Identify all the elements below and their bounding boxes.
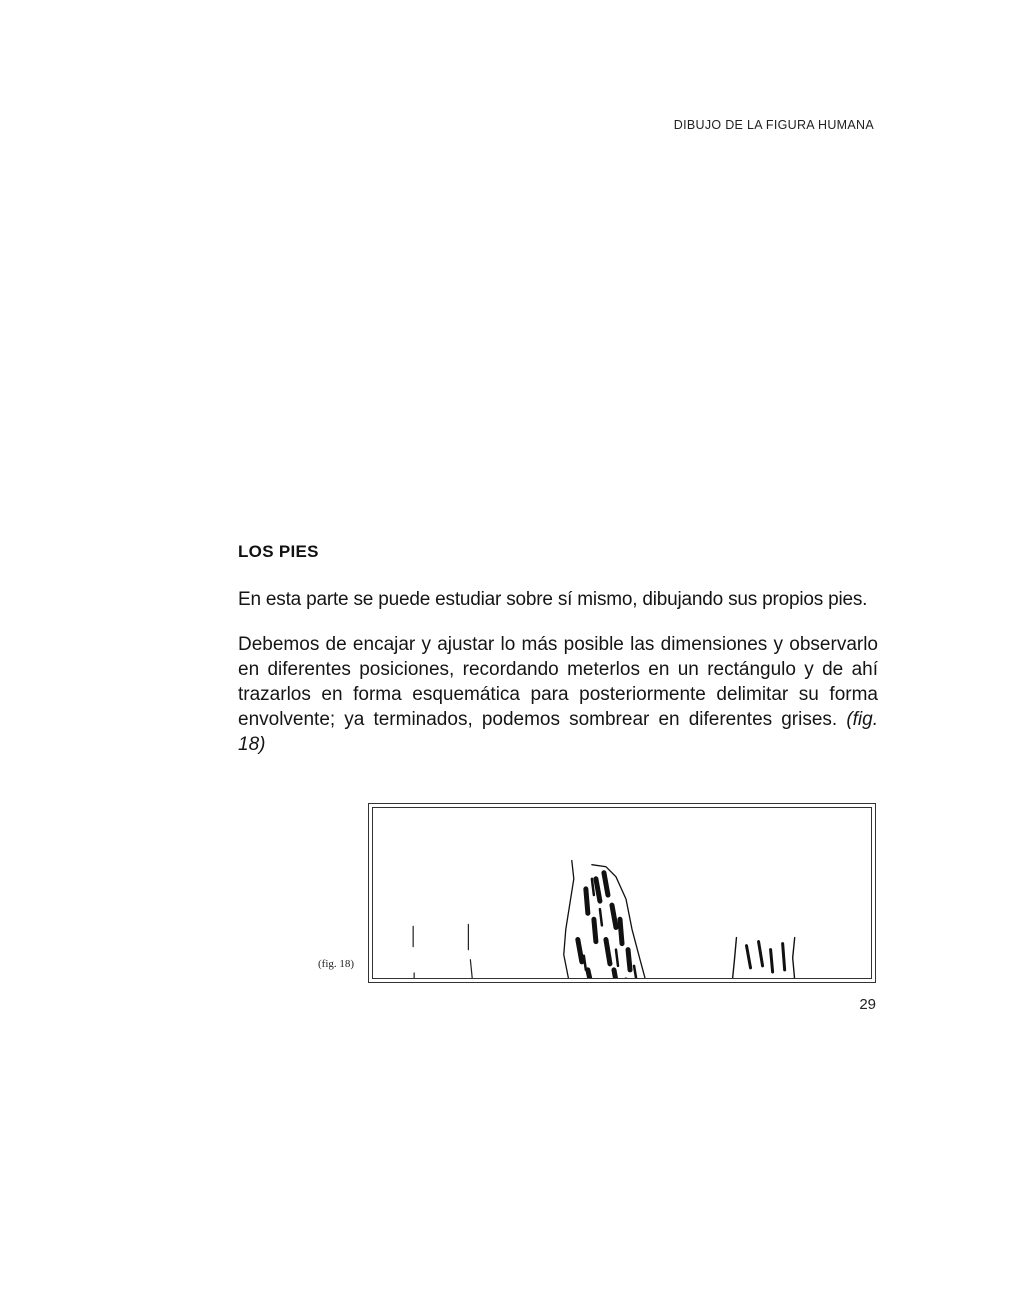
shaded-foot-sketch xyxy=(564,861,646,978)
body-paragraph xyxy=(238,632,878,757)
page-number: 29 xyxy=(859,996,876,1013)
running-header: DIBUJO DE LA FIGURA HUMANA xyxy=(673,118,874,132)
section-title: LOS PIES xyxy=(238,542,319,561)
figure-caption: (fig. 18) xyxy=(318,958,355,970)
figure-reference: (fig. 18) xyxy=(238,709,878,755)
shod-foot-sketch xyxy=(724,938,855,978)
outline-foot-sketch xyxy=(408,924,513,978)
intro-paragraph: En esta parte se puede estudiar sobre sí mismo, dibujando sus propios pies. xyxy=(238,589,868,610)
figure-illustrations xyxy=(373,808,871,978)
figure-inner-frame xyxy=(372,807,872,979)
body-paragraph-text: Debemos de encajar y ajustar lo más posible las dimensiones y observarlo en diferentes posiciones, recordando meterlos en un rectángulo y de ahí trazarlos en forma esquemática para posteriormente delimitar su forma envolvente; ya terminados, podemos sombrear en diferentes grises. xyxy=(238,634,878,730)
figure-frame xyxy=(368,803,876,983)
